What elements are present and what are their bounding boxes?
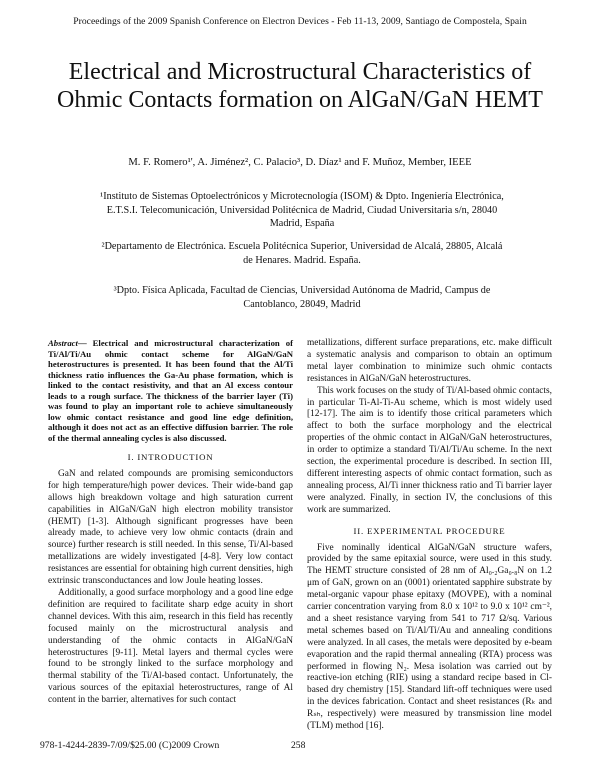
- intro-paragraph-1: GaN and related compounds are promising semiconductors for high temperature/high power devices. Their wide-band gap allows high breakdown voltage and high saturation current capabilities in AlGaN/GaN high electron mobility transistor (HEMT) [1-3]. Although significant progresses have been already made, to achieve very low ohmic contacts (drain and source) further research is still needed. In this sense, Ti/Al-based metallizations are widely investigated [4-8]. Very low contact resistances are essential for obtaining high current densities, high extrinsic transconductances and low Joule heating losses.: [48, 468, 293, 587]
- section-heading-introduction: I. INTRODUCTION: [127, 452, 214, 462]
- page-number: 258: [291, 740, 306, 751]
- running-head: Proceedings of the 2009 Spanish Conference on Electron Devices - Feb 11-13, 2009, Santiago de Compostela, Spain: [73, 16, 527, 27]
- affiliation-2: ²Departamento de Electrónica. Escuela Politécnica Superior, Universidad de Alcalá, 28805, Alcalá de Henares. Madrid. España.: [101, 241, 503, 266]
- experimental-paragraph-1: Five nominally identical AlGaN/GaN structure wafers, provided by the same epitaxial source, were used in this study. The HEMT structure consisted of 28 nm of Al₀.₂Ga₀.₈N on 1.2 μm of GaN, grown on an (0001) orientated sapphire substrate by metal-organic vapour phase epitaxy (MOVPE), with a nominal carrier concentration varying from 8.0 x 10¹² to 9.0 x 10¹² cm⁻², and a sheet resistance varying from 541 to 717 Ω/sq. Various metal schemes based on Ti/Al/Ti/Au and annealing conditions were analyzed. In all cases, the metals were deposited by e-beam evaporation and the rapid thermal annealing (RTA) process was performed in flowing N₂. Mesa isolation was carried out by reactive-ion etching (RIE) using a standard recipe based in Cl-based dry chemistry [15]. Standard lift-off techniques were used in the devices fabrication. Contact and sheet resistances (Rₖ and Rₛₕ, respectively) were measured by transmission line model (TLM) method [16].: [307, 542, 552, 732]
- right-column: [307, 338, 552, 733]
- intro-paragraph-3: This work focuses on the study of Ti/Al-based ohmic contacts, in particular Ti-Al-Ti-Au scheme, which is most widely used [12-17]. The aim is to identify those critical parameters which affect to both the surface morphology and the electrical properties of the ohmic contact in AlGaN/GaN heterostructures, in order to optimize a standard Ti/Al/Ti/Au scheme. In the next section, the experimental procedure is described. In section III, different interesting aspects of ohmic contact formation, such as annealing process, Al/Ti inner thickness ratio and Ti barrier layer were analyzed. Finally, in section IV, the conclusions of this work are summarized.: [307, 385, 552, 515]
- abstract: [48, 338, 293, 443]
- intro-paragraph-continued: metallizations, different surface preparations, etc. make difficult a systematic analysis and comparison to obtain an optimum metal layer combination to minimize such ohmic contacts resistances in AlGaN/GaN heterostructures.: [307, 338, 552, 384]
- author-list: M. F. Romero¹', A. Jiménez², C. Palacio³, D. Díaz¹ and F. Muñoz, Member, IEEE: [128, 157, 472, 168]
- footer-isbn: 978-1-4244-2839-7/09/$25.00 (C)2009 Crown: [40, 740, 220, 751]
- affiliation-3: ³Dpto. Física Aplicada, Facultad de Ciencias, Universidad Autónoma de Madrid, Campus de Cantoblanco, 28049, Madrid: [113, 285, 491, 310]
- intro-paragraph-2: Additionally, a good surface morphology and a good line edge definition are required to facilitate sharp edge acuity in short channel devices. With this aim, research in this field has recently focused mainly on the microstructural analysis and understanding of the ohmic contacts in AlGaN/GaN heterostructures [9-11]. Metal layers and thermal cycles were found to be strongly linked to the surface morphology and thermal stability of the Ti/Al-based contact. Unfortunately, the various sources of the epitaxial heterostructures, range of Al content in the barrier, alternatives for such contact: [48, 587, 293, 706]
- left-column: [48, 338, 293, 707]
- abstract-lead: Abstract: [48, 338, 78, 348]
- affiliation-1: ¹Instituto de Sistemas Optoelectrónicos y Microtecnología (ISOM) & Dpto. Ingeniería Electrónica, E.T.S.I. Telecomunicación, Universidad Politécnica de Madrid, Ciudad Universitaria s/n, 28040 Madrid, España: [100, 191, 504, 230]
- section-heading-experimental: II. EXPERIMENTAL PROCEDURE: [353, 525, 506, 536]
- paper-title: Electrical and Microstructural Characteristics of Ohmic Contacts formation on AlGaN/GaN HEMT: [57, 59, 543, 113]
- abstract-text: — Electrical and microstructural characterization of Ti/Al/Ti/Au ohmic contact scheme for AlGaN/GaN heterostructures is presented. It has been found that the Al/Ti thickness ratio influences the Ga-Au phase formation, which is linked to the contact resistivity, and that an Al excess contour leads to a rough surface. The thickness of the barrier layer (Ti) was found to play an important role to achieve simultaneously low ohmic contact resistance and good line edge definition, although it does not act as an effective diffusion barrier. The role of the thermal annealing cycles is also discussed.: [48, 338, 293, 443]
